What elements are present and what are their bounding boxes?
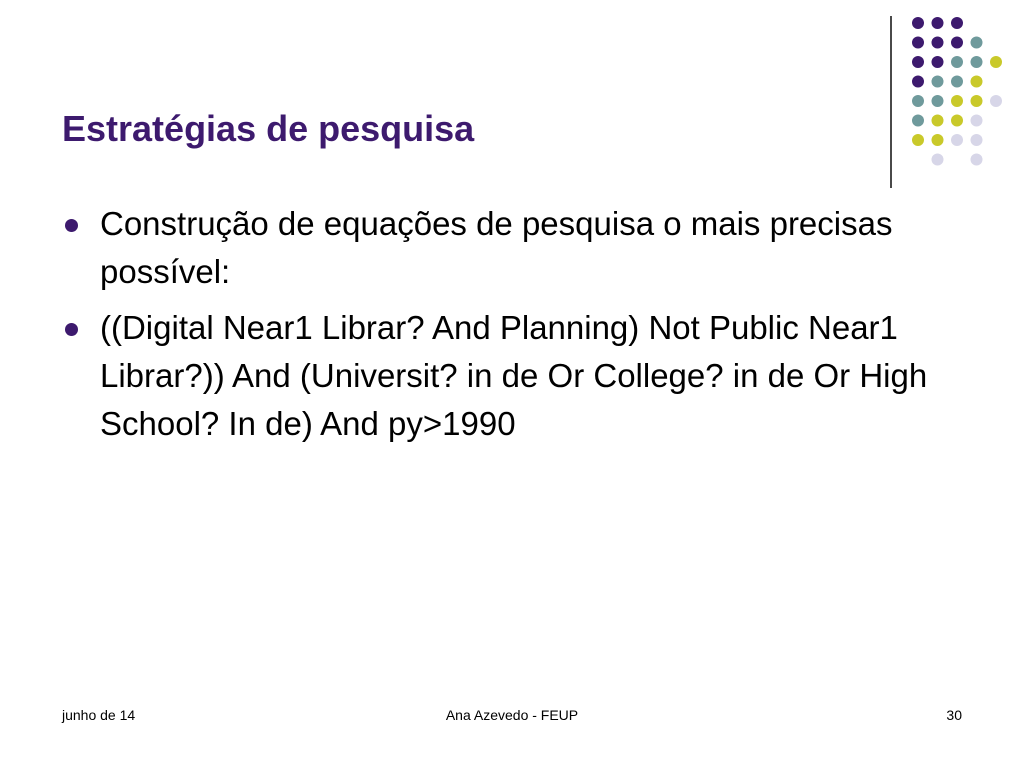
bullet-item — [62, 200, 982, 296]
decor-dot — [971, 76, 983, 88]
slide-title: Estratégias de pesquisa — [62, 108, 475, 149]
decor-dot — [971, 134, 983, 146]
decor-dot — [912, 95, 924, 107]
decor-dot — [932, 134, 944, 146]
footer-author: Ana Azevedo - FEUP — [445, 707, 579, 723]
footer-page-number: 30 — [946, 707, 962, 723]
decor-dot — [912, 134, 924, 146]
bullet-text: ((Digital Near1 Librar? And Planning) Not Public Near1 Librar?)) And (Universit? in de Or College? in de Or High School? In de) And py>1990 — [100, 309, 928, 442]
decor-dot — [932, 17, 944, 29]
decor-dot — [951, 134, 963, 146]
decor-dot — [951, 95, 963, 107]
dot-grid-decoration — [0, 0, 1024, 200]
decor-dot — [951, 56, 963, 68]
bullet-text: Construção de equações de pesquisa o mais precisas possível: — [100, 205, 893, 290]
decor-dot — [932, 154, 944, 166]
bullet-icon — [65, 323, 78, 336]
decor-dot — [932, 56, 944, 68]
decor-dot — [971, 37, 983, 49]
decor-dot — [951, 76, 963, 88]
decor-dot — [951, 17, 963, 29]
bullet-list — [62, 200, 982, 456]
decor-dot — [932, 95, 944, 107]
decor-dot — [971, 56, 983, 68]
decor-dot — [971, 154, 983, 166]
decor-dot — [932, 37, 944, 49]
decor-dot — [912, 17, 924, 29]
footer-date: junho de 14 — [62, 707, 136, 723]
decor-dot — [951, 37, 963, 49]
decor-dot — [912, 76, 924, 88]
bullet-item — [62, 304, 982, 448]
decor-dot — [912, 115, 924, 127]
decor-dot — [912, 56, 924, 68]
decor-dot — [971, 115, 983, 127]
decor-dot — [912, 37, 924, 49]
decor-dot — [990, 95, 1002, 107]
decor-dot — [990, 56, 1002, 68]
decor-dot — [932, 115, 944, 127]
bullet-icon — [65, 219, 78, 232]
decor-dot — [932, 76, 944, 88]
decor-dot — [971, 95, 983, 107]
decor-dot — [951, 115, 963, 127]
